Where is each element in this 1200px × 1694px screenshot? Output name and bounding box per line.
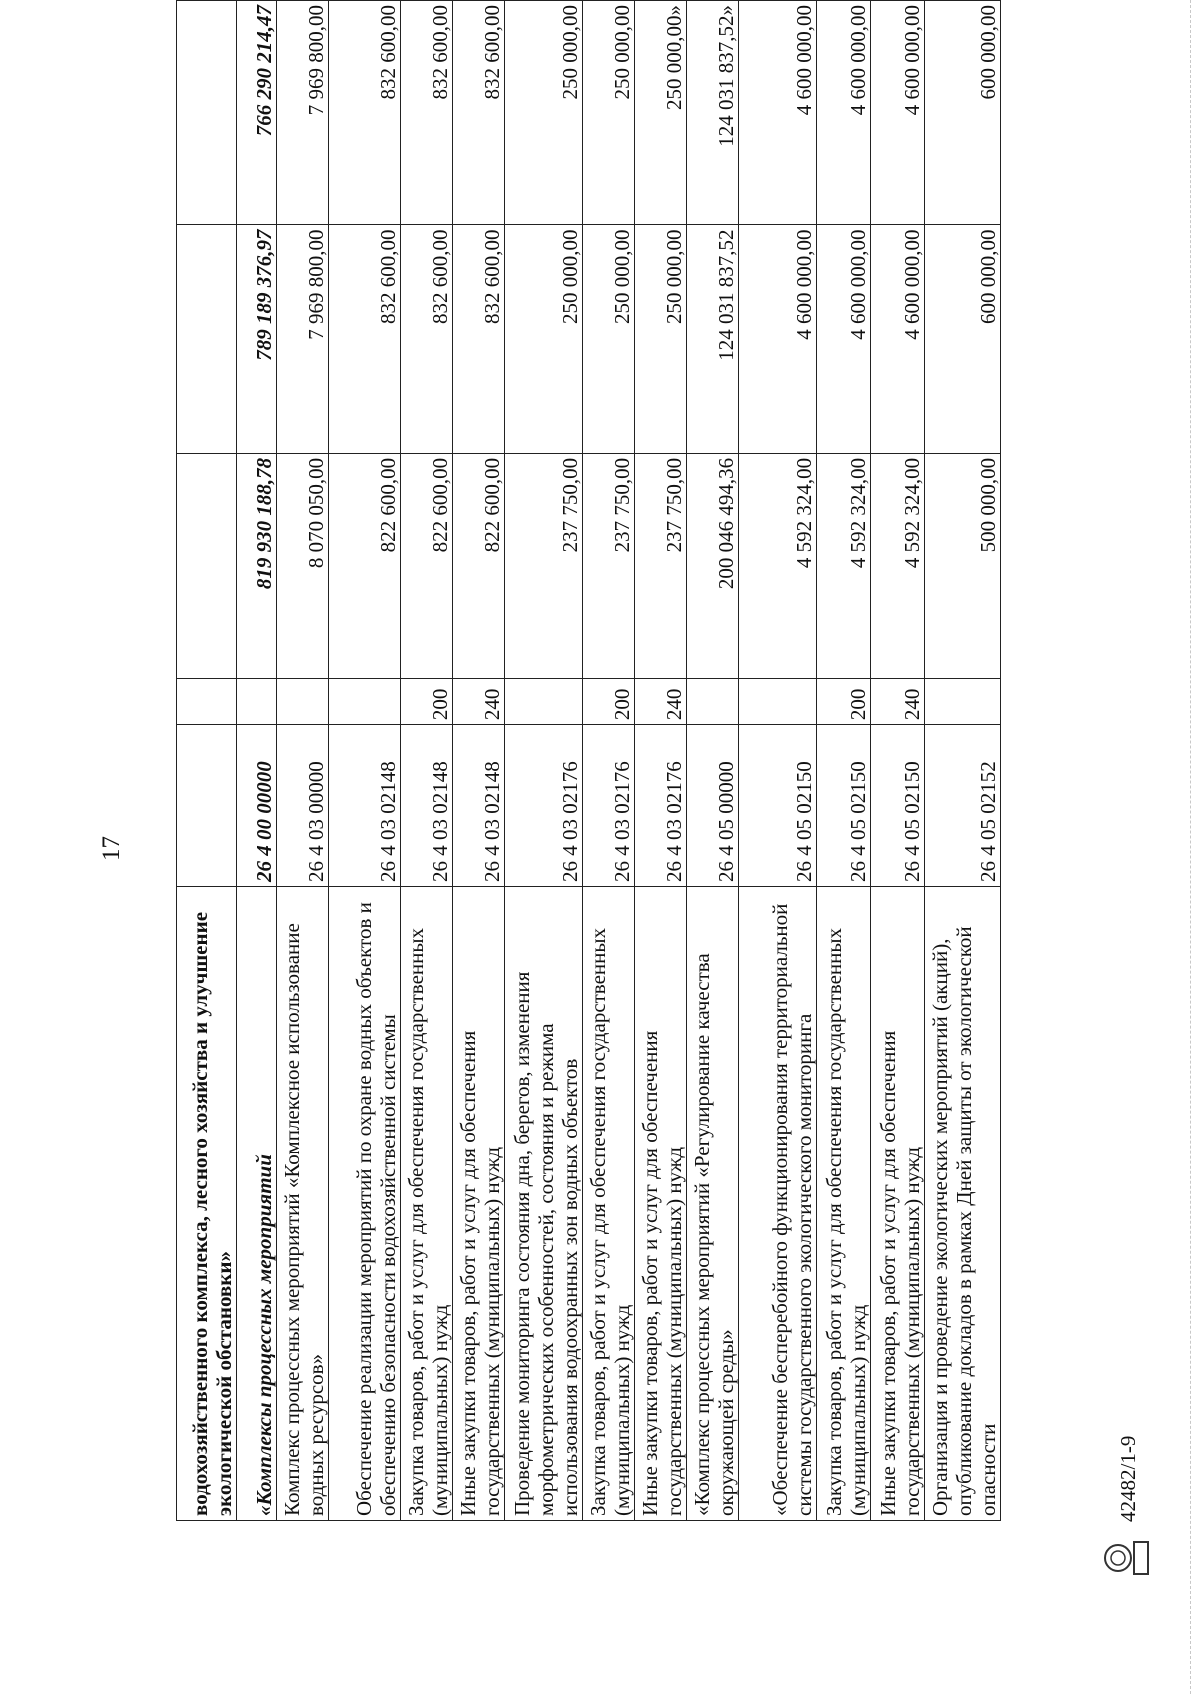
row-value-year1-cell: 822 600,00 [401, 453, 453, 678]
row-vr-cell [237, 678, 277, 724]
row-name-cell: «Обеспечение бесперебойного функционирования территориальной системы государственного экологического мониторинга [739, 886, 817, 1520]
row-value-year3-cell: 250 000,00» [635, 1, 687, 225]
row-name-cell: водохозяйственного комплекса, лесного хозяйства и улучшение экологической обстановки» [177, 886, 237, 1520]
row-vr-cell [277, 678, 329, 724]
row-value-year2-cell: 832 600,00 [329, 225, 401, 453]
row-value-year1-cell: 237 750,00 [505, 453, 583, 678]
row-value-year1-cell [177, 453, 237, 678]
row-value-year3-cell: 832 600,00 [401, 1, 453, 225]
row-value-year3-cell: 600 000,00 [925, 1, 1001, 225]
row-vr-cell: 200 [401, 678, 453, 724]
row-vr-cell [687, 678, 739, 724]
budget-table-body [177, 1, 1001, 1521]
row-value-year2-cell: 124 031 837,52 [687, 225, 739, 453]
row-value-year3-cell: 832 600,00 [329, 1, 401, 225]
page-number: 17 [98, 836, 125, 861]
row-value-year3-cell: 832 600,00 [453, 1, 505, 225]
row-name-cell: «Комплекс процессных мероприятий «Регулирование качества окружающей среды» [687, 886, 739, 1520]
row-name-cell: Проведение мониторинга состояния дна, берегов, изменения морфометрических особенностей, состояния и режима использования водоохранных зон водных объектов [505, 886, 583, 1520]
row-name-cell: Закупка товаров, работ и услуг для обеспечения государственных (муниципальных) нужд [583, 886, 635, 1520]
row-value-year2-cell: 250 000,00 [583, 225, 635, 453]
row-value-year3-cell: 4 600 000,00 [871, 1, 925, 225]
table-row [583, 1, 635, 1521]
row-value-year3-cell: 124 031 837,52» [687, 1, 739, 225]
row-code-cell: 26 4 03 02176 [505, 725, 583, 887]
table-row [739, 1, 817, 1521]
row-value-year1-cell: 200 046 494,36 [687, 453, 739, 678]
row-name-cell: Иные закупки товаров, работ и услуг для обеспечения государственных (муниципальных) нужд [453, 886, 505, 1520]
row-code-cell: 26 4 05 02150 [817, 725, 871, 887]
table-row [817, 1, 871, 1521]
row-value-year2-cell: 4 600 000,00 [871, 225, 925, 453]
scan-edge-line [1190, 0, 1192, 1694]
row-value-year2-cell: 789 189 376,97 [237, 225, 277, 453]
row-value-year2-cell: 250 000,00 [635, 225, 687, 453]
row-code-cell: 26 4 03 02148 [401, 725, 453, 887]
table-row [177, 1, 237, 1521]
table-row [635, 1, 687, 1521]
row-value-year2-cell: 832 600,00 [401, 225, 453, 453]
row-value-year3-cell: 250 000,00 [583, 1, 635, 225]
row-vr-cell: 240 [453, 678, 505, 724]
row-name-cell: Обеспечение реализации мероприятий по охране водных объектов и обеспечению безопасности водохозяйственной системы [329, 886, 401, 1520]
row-code-cell: 26 4 03 02148 [453, 725, 505, 887]
table-row [925, 1, 1001, 1521]
row-value-year2-cell [177, 225, 237, 453]
row-code-cell: 26 4 05 00000 [687, 725, 739, 887]
row-value-year2-cell: 4 600 000,00 [739, 225, 817, 453]
row-vr-cell [329, 678, 401, 724]
row-vr-cell [177, 678, 237, 724]
row-value-year2-cell: 4 600 000,00 [817, 225, 871, 453]
row-value-year2-cell: 7 969 800,00 [277, 225, 329, 453]
row-value-year3-cell: 7 969 800,00 [277, 1, 329, 225]
row-value-year2-cell: 832 600,00 [453, 225, 505, 453]
table-row [871, 1, 925, 1521]
row-name-cell: Комплекс процессных мероприятий «Комплексное использование водных ресурсов» [277, 886, 329, 1520]
row-code-cell: 26 4 05 02152 [925, 725, 1001, 887]
row-value-year3-cell: 4 600 000,00 [817, 1, 871, 225]
row-value-year1-cell: 822 600,00 [329, 453, 401, 678]
table-row [453, 1, 505, 1521]
row-vr-cell: 200 [817, 678, 871, 724]
row-name-cell: Организация и проведение экологических мероприятий (акций), опубликование докладов в рамках Дней защиты от экологической опасности [925, 886, 1001, 1520]
row-value-year3-cell: 250 000,00 [505, 1, 583, 225]
row-vr-cell: 200 [583, 678, 635, 724]
row-name-cell: «Комплексы процессных мероприятий [237, 886, 277, 1520]
row-value-year1-cell: 237 750,00 [635, 453, 687, 678]
table-row [505, 1, 583, 1521]
row-code-cell: 26 4 05 02150 [739, 725, 817, 887]
row-value-year1-cell: 819 930 188,78 [237, 453, 277, 678]
table-row [401, 1, 453, 1521]
row-value-year1-cell: 4 592 324,00 [817, 453, 871, 678]
row-value-year2-cell: 600 000,00 [925, 225, 1001, 453]
row-code-cell: 26 4 03 02176 [583, 725, 635, 887]
row-value-year2-cell: 250 000,00 [505, 225, 583, 453]
stamp-seal [1100, 1538, 1152, 1578]
row-value-year1-cell: 4 592 324,00 [739, 453, 817, 678]
row-code-cell: 26 4 00 00000 [237, 725, 277, 887]
row-value-year1-cell: 500 000,00 [925, 453, 1001, 678]
row-code-cell: 26 4 03 00000 [277, 725, 329, 887]
row-name-cell: Иные закупки товаров, работ и услуг для обеспечения государственных (муниципальных) нужд [635, 886, 687, 1520]
budget-table [176, 0, 1001, 1521]
row-name-cell: Иные закупки товаров, работ и услуг для обеспечения государственных (муниципальных) нужд [871, 886, 925, 1520]
row-vr-cell: 240 [635, 678, 687, 724]
table-row [687, 1, 739, 1521]
row-name-cell: Закупка товаров, работ и услуг для обеспечения государственных (муниципальных) нужд [817, 886, 871, 1520]
row-vr-cell [925, 678, 1001, 724]
row-value-year1-cell: 8 070 050,00 [277, 453, 329, 678]
row-vr-cell: 240 [871, 678, 925, 724]
row-value-year3-cell: 766 290 214,47 [237, 1, 277, 225]
row-vr-cell [505, 678, 583, 724]
row-vr-cell [739, 678, 817, 724]
row-value-year3-cell [177, 1, 237, 225]
row-value-year1-cell: 822 600,00 [453, 453, 505, 678]
row-value-year1-cell: 237 750,00 [583, 453, 635, 678]
row-code-cell: 26 4 05 02150 [871, 725, 925, 887]
row-code-cell: 26 4 03 02176 [635, 725, 687, 887]
document-code: 42482/1-9 [1116, 1435, 1140, 1522]
row-name-cell: Закупка товаров, работ и услуг для обеспечения государственных (муниципальных) нужд [401, 886, 453, 1520]
row-value-year3-cell: 4 600 000,00 [739, 1, 817, 225]
row-value-year1-cell: 4 592 324,00 [871, 453, 925, 678]
row-code-cell [177, 725, 237, 887]
table-row [277, 1, 329, 1521]
table-row [329, 1, 401, 1521]
row-code-cell: 26 4 03 02148 [329, 725, 401, 887]
table-row [237, 1, 277, 1521]
